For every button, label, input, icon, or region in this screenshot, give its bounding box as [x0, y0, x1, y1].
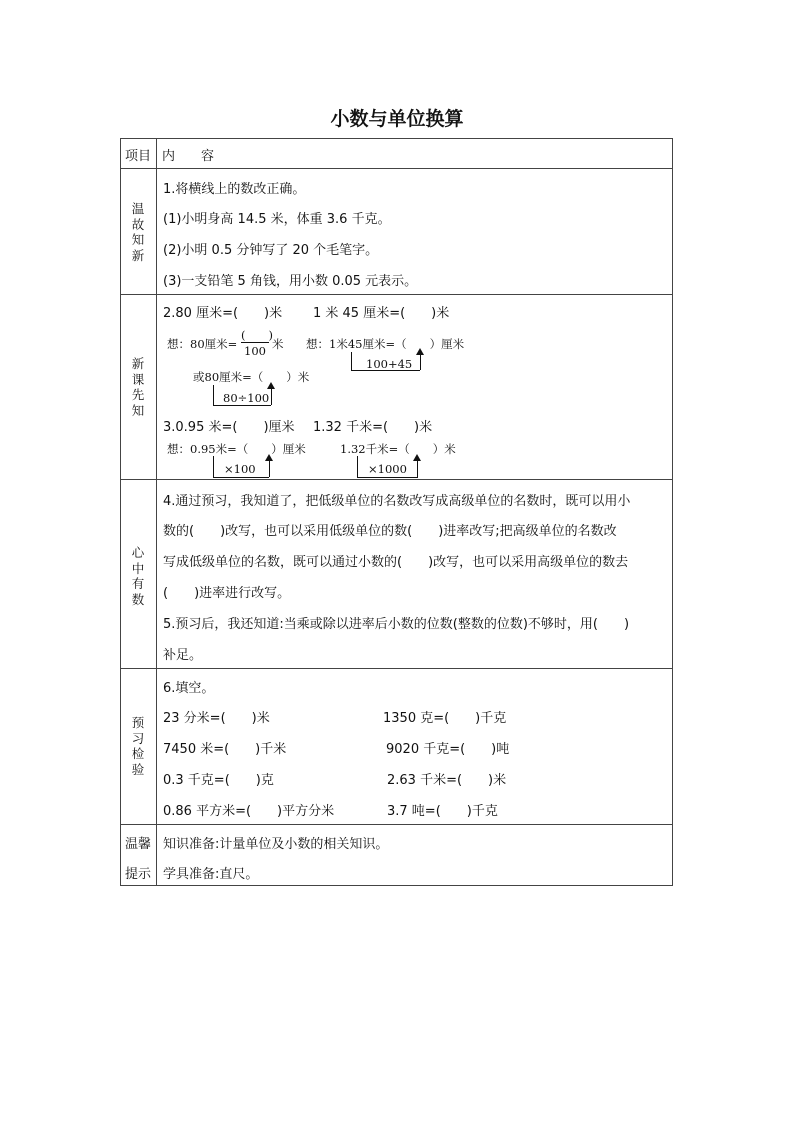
summary-line: 4.通过预习，我知道了，把低级单位的名数改写成高级单位的名数时，既可以用小 — [163, 494, 631, 509]
header-content: 内 容 — [162, 149, 215, 164]
fill-blank-item: 0.3 千克=( )克 — [163, 773, 274, 788]
section-label-review: 温 故 知 新 — [131, 201, 145, 263]
section-label-tips-1: 温馨 — [124, 837, 151, 852]
box-label: ×100 — [224, 462, 256, 476]
review-line: (1)小明身高 14.5 米，体重 3.6 千克。 — [163, 212, 391, 227]
think-1-prefix: 想：80厘米= — [167, 337, 238, 351]
box-label: 80÷100 — [223, 391, 270, 405]
think-2: 想：1米45厘米=（ ）厘米 — [306, 337, 465, 351]
fill-blank-item: 9020 千克=( )吨 — [386, 742, 510, 757]
page-title: 小数与单位换算 — [330, 108, 464, 130]
arrow-up-icon — [265, 454, 273, 461]
fill-blank-item: 1350 克=( )千克 — [383, 711, 507, 726]
question-2b: 1 米 45 厘米=( )米 — [313, 306, 450, 321]
section-label-check: 预 习 检 验 — [131, 715, 145, 777]
summary-line: 补足。 — [163, 648, 203, 663]
review-line: (2)小明 0.5 分钟写了 20 个毛笔字。 — [163, 243, 379, 258]
fraction-denominator: 100 — [244, 344, 266, 358]
tips-line: 知识准备:计量单位及小数的相关知识。 — [163, 837, 389, 852]
box-label: 100+45 — [366, 357, 413, 371]
fill-blank-item: 23 分米=( )米 — [163, 711, 270, 726]
summary-line: ( )进率进行改写。 — [163, 586, 291, 601]
think-1-unit: 米 — [272, 337, 284, 351]
fraction-numerator: ( ) — [241, 328, 273, 342]
review-line: (3)一支铅笔 5 角钱，用小数 0.05 元表示。 — [163, 274, 418, 289]
section-label-summary: 心 中 有 数 — [131, 545, 145, 607]
fill-blank-item: 2.63 千米=( )米 — [387, 773, 507, 788]
think-3b: 1.32千米=（ ）米 — [340, 442, 456, 456]
header-project: 项目 — [124, 149, 151, 164]
think-3a: 想：0.95米=（ ）厘米 — [167, 442, 306, 456]
tips-line: 学具准备:直尺。 — [163, 867, 259, 882]
arrow-up-icon — [413, 454, 421, 461]
worksheet-table — [120, 138, 673, 886]
section-label-tips-2: 提示 — [124, 867, 151, 882]
summary-line: 5.预习后，我还知道:当乘或除以进率后小数的位数(整数的位数)不够时，用( ) — [163, 617, 630, 632]
question-2a: 2.80 厘米=( )米 — [163, 306, 283, 321]
alternative-think: 或80厘米=（ ）米 — [193, 370, 310, 384]
summary-line: 数的( )改写，也可以采用低级单位的数( )进率改写;把高级单位的名数改 — [163, 524, 617, 539]
fill-blank-item: 3.7 吨=( )千克 — [387, 804, 498, 819]
arrow-up-icon — [416, 348, 424, 355]
section-label-preview: 新 课 先 知 — [131, 356, 145, 418]
fill-blank-heading: 6.填空。 — [163, 681, 215, 696]
summary-line: 写成低级单位的名数，既可以通过小数的( )改写，也可以采用高级单位的数去 — [163, 555, 629, 570]
fill-blank-item: 0.86 平方米=( )平方分米 — [163, 804, 335, 819]
fill-blank-item: 7450 米=( )千米 — [163, 742, 287, 757]
question-3a: 3.0.95 米=( )厘米 — [163, 420, 295, 435]
arrow-up-icon — [267, 382, 275, 389]
review-line: 1.将横线上的数改正确。 — [163, 182, 306, 197]
question-3b: 1.32 千米=( )米 — [313, 420, 433, 435]
box-label: ×1000 — [368, 462, 407, 476]
